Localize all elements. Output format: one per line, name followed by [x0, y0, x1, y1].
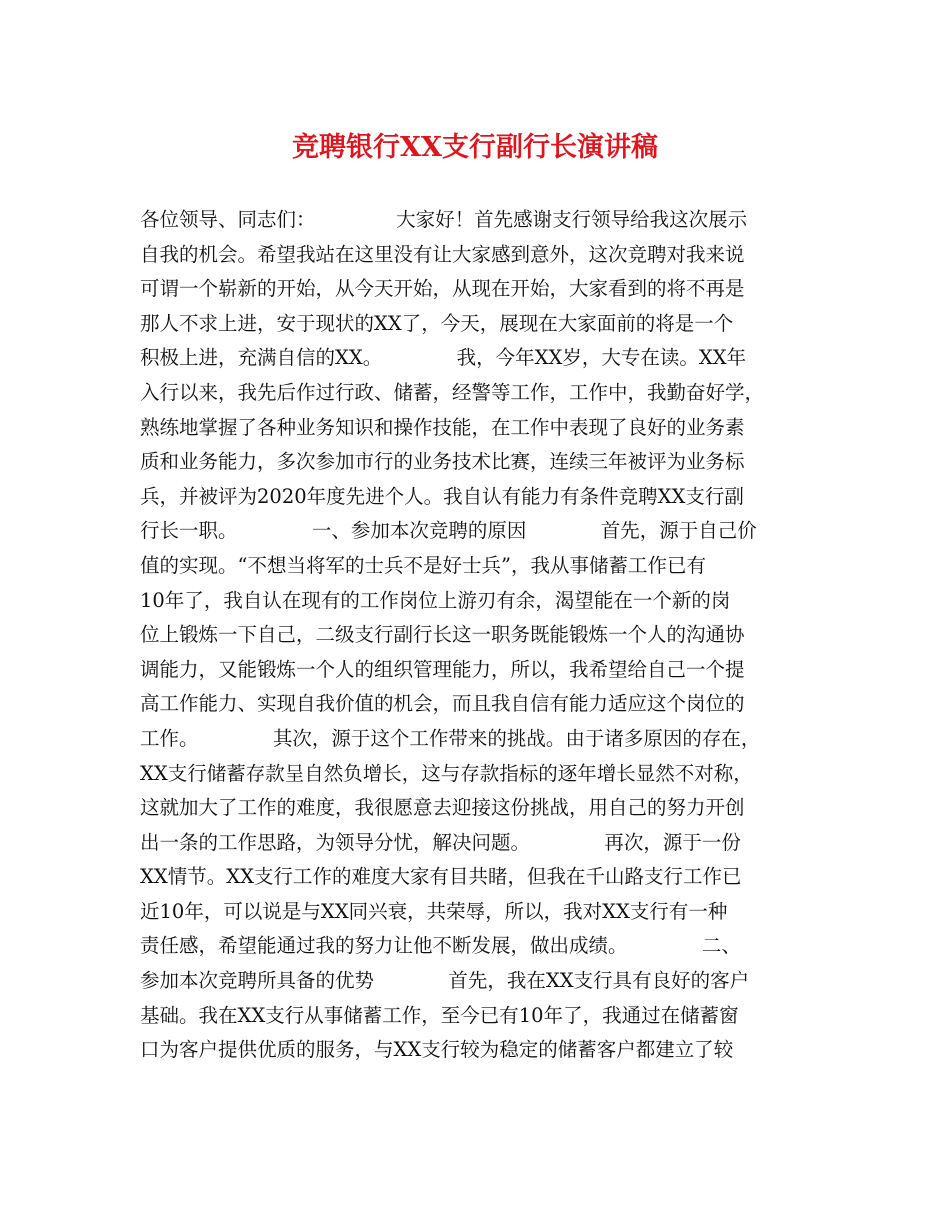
body-line: 出一条的工作思路，为领导分忧，解决问题。 再次，源于一份: [140, 830, 741, 854]
body-line: 可谓一个崭新的开始，从今天开始，从现在开始，大家看到的将不再是: [140, 277, 745, 301]
body-line: 积极上进，充满自信的XX。 我，今年XX岁，大专在读。XX年: [140, 346, 747, 370]
body-line: 行长一职。 一、参加本次竞聘的原因 首先，源于自己价: [140, 519, 757, 543]
body-line: 各位领导、同志们： 大家好！首先感谢支行领导给我这次展示: [140, 208, 748, 231]
body-line: 调能力，又能锻炼一个人的组织管理能力，所以，我希望给自己一个提: [140, 657, 745, 681]
body-line: 工作。 其次，源于这个工作带来的挑战。由于诸多原因的存在，: [140, 726, 761, 750]
body-line: 参加本次竞聘所具备的优势 首先，我在XX支行具有良好的客户: [140, 969, 750, 993]
body-line: 质和业务能力，多次参加市行的业务技术比赛，连续三年被评为业务标: [140, 450, 745, 474]
body-line: 口为客户提供优质的服务，与XX支行较为稳定的储蓄客户都建立了较: [140, 1038, 734, 1062]
body-line: 高工作能力、实现自我价值的机会，而且我自信有能力适应这个岗位的: [140, 692, 745, 716]
body-line: 基础。我在XX支行从事储蓄工作，至今已有10年了，我通过在储蓄窗: [140, 1003, 739, 1027]
document-title: 竞聘银行XX支行副行长演讲稿: [292, 132, 658, 163]
body-line: 自我的机会。希望我站在这里没有让大家感到意外，这次竞聘对我来说: [140, 242, 745, 266]
body-line: 责任感，希望能通过我的努力让他不断发展，做出成绩。 二、: [140, 934, 741, 958]
body-line: 这就加大了工作的难度，我很愿意去迎接这份挑战，用自己的努力开创: [140, 796, 745, 820]
body-line: 入行以来，我先后作过行政、储蓄，经警等工作，工作中，我勤奋好学，: [140, 380, 765, 404]
document-body: [140, 203, 830, 1068]
body-line: 近10年，可以说是与XX同兴衰，共荣辱，所以，我对XX支行有一种: [140, 899, 728, 923]
body-line: 10年了，我自认在现有的工作岗位上游刃有余，渴望能在一个新的岗: [140, 588, 731, 612]
body-line: 那人不求上进，安于现状的XX了，今天，展现在大家面前的将是一个: [140, 311, 734, 335]
body-line: 熟练地掌握了各种业务知识和操作技能，在工作中表现了良好的业务素: [140, 415, 745, 439]
body-line: XX情节。XX支行工作的难度大家有目共睹，但我在千山路支行工作已: [140, 865, 742, 889]
body-line: 值的实现。“不想当将军的士兵不是好士兵”，我从事储蓄工作已有: [140, 553, 706, 577]
body-line: 兵，并被评为2020年度先进个人。我自认有能力有条件竞聘XX支行副: [140, 484, 744, 508]
body-line: XX支行储蓄存款呈自然负增长，这与存款指标的逐年增长显然不对称，: [140, 761, 753, 785]
body-line: 位上锻炼一下自己，二级支行副行长这一职务既能锻炼一个人的沟通协: [140, 623, 745, 647]
